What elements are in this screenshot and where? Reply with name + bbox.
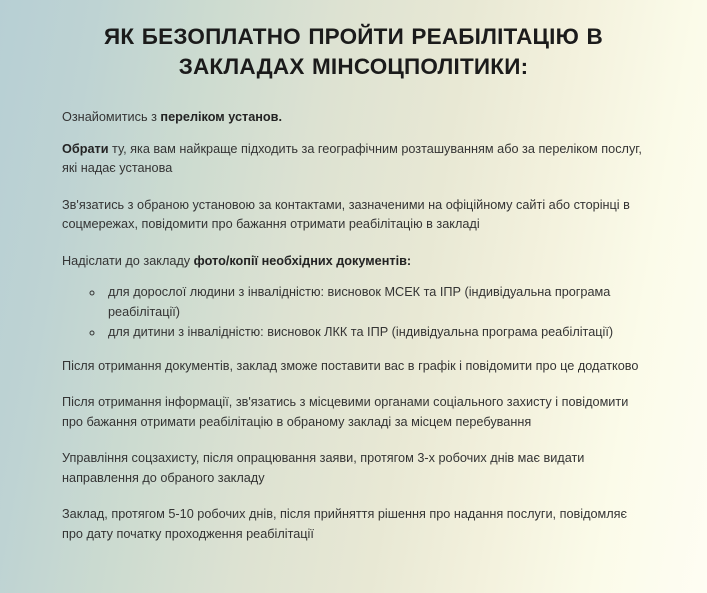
step-start-date: Заклад, протягом 5-10 робочих днів, після прийняття рішення про надання послуги, повідомляє про дату початку проходження реабілітації (62, 507, 628, 541)
step-social-protection: Після отримання інформації, зв'язатись з місцевими органами соціального захисту і повідомити про бажання отримати реабілітацію в обраному закладі за місцем перебування (62, 395, 629, 429)
list-item: ◦ для дитини з інвалідністю: висновок ЛКК та ІПР (індивідуальна програма реабілітації) (104, 323, 645, 343)
step-choose (62, 140, 645, 179)
step-choose-bold: Обрати (62, 141, 109, 156)
steps-container (0, 108, 707, 544)
step-referral: Управління соцзахисту, після опрацювання заяви, протягом 3-х робочих днів має видати направлення до обраного закладу (62, 451, 585, 485)
step-choose-tail: ту, яка вам найкраще підходить за географічним розташуванням або за переліком послуг, які надає установа (62, 141, 642, 175)
document-list (62, 283, 645, 343)
step-contact (62, 196, 645, 235)
step-acquaint (62, 108, 645, 128)
step-acquaint-lead: Ознайомитись з (62, 110, 161, 124)
step-acquaint-bold: переліком установ. (160, 110, 283, 124)
step-send-documents-lead: Надіслати до закладу (62, 253, 194, 268)
step-contact-lead: Зв'язатись з обраною установою за контактами, зазначеними на офіційному сайті або сторінці в соцмережах, повідомити про бажання отримати реабілітацію в закладі (62, 197, 630, 231)
step-schedule: Після отримання документів, заклад зможе поставити вас в графік і повідомити про це додатково (62, 358, 639, 373)
page-title: ЯК БЕЗОПЛАТНО ПРОЙТИ РЕАБІЛІТАЦІЮ В ЗАКЛАДАХ МІНСОЦПОЛІТИКИ: (104, 24, 603, 79)
step-send-documents (62, 252, 645, 272)
step-send-documents-bold: фото/копії необхідних документів: (193, 253, 412, 268)
list-item: ◦ для дорослої людини з інвалідністю: висновок МСЕК та ІПР (індивідуальна програма реабілітації) (104, 283, 645, 322)
